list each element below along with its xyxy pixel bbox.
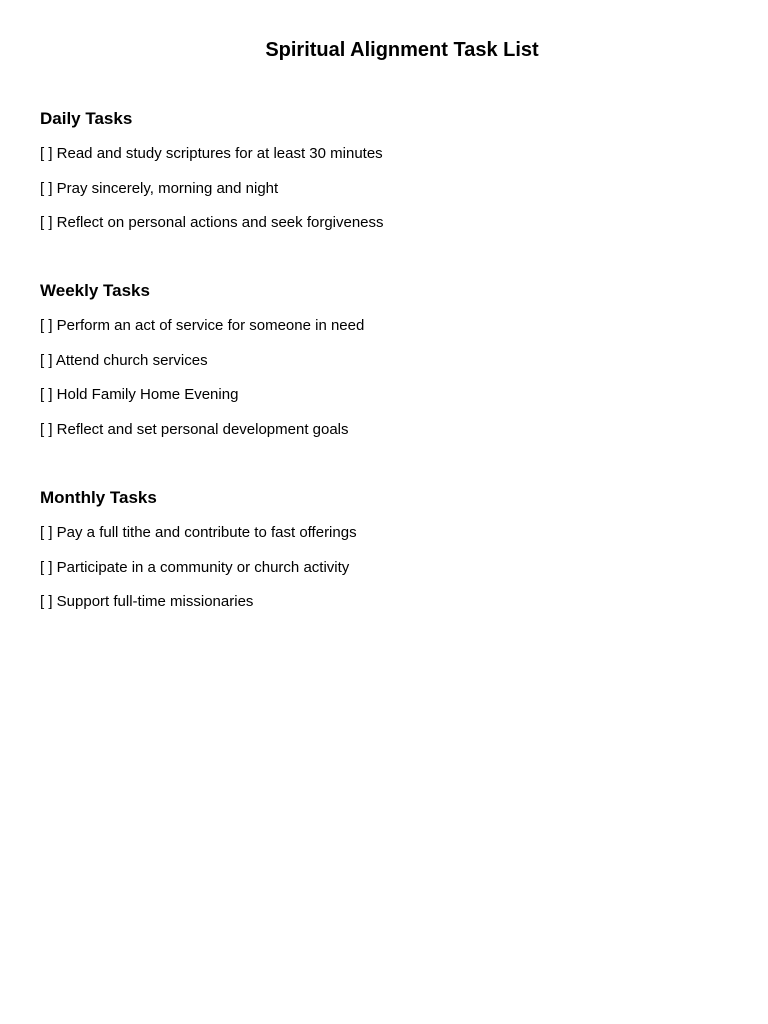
section-heading-monthly: Monthly Tasks bbox=[40, 488, 157, 507]
task-item: [ ] Pay a full tithe and contribute to fast offerings bbox=[40, 524, 357, 541]
task-item: [ ] Hold Family Home Evening bbox=[40, 386, 239, 403]
section-heading-daily: Daily Tasks bbox=[40, 109, 133, 128]
task-item: [ ] Reflect on personal actions and seek forgiveness bbox=[40, 214, 384, 231]
task-item: [ ] Support full-time missionaries bbox=[40, 593, 254, 610]
weekly-tasks-section bbox=[40, 281, 740, 439]
section-heading-weekly: Weekly Tasks bbox=[40, 281, 150, 300]
page-title: Spiritual Alignment Task List bbox=[265, 39, 539, 61]
daily-tasks-section bbox=[40, 109, 740, 232]
task-item: [ ] Read and study scriptures for at least 30 minutes bbox=[40, 145, 383, 162]
task-item: [ ] Participate in a community or church activity bbox=[40, 558, 350, 576]
task-item: [ ] Attend church services bbox=[40, 351, 208, 369]
monthly-tasks-section bbox=[40, 488, 740, 611]
task-item: [ ] Perform an act of service for someone in need bbox=[40, 317, 365, 334]
daily-task-list bbox=[40, 145, 740, 232]
task-item: [ ] Pray sincerely, morning and night bbox=[40, 179, 279, 197]
monthly-task-list bbox=[40, 524, 740, 611]
weekly-task-list bbox=[40, 317, 740, 439]
task-item: [ ] Reflect and set personal development goals bbox=[40, 420, 349, 438]
